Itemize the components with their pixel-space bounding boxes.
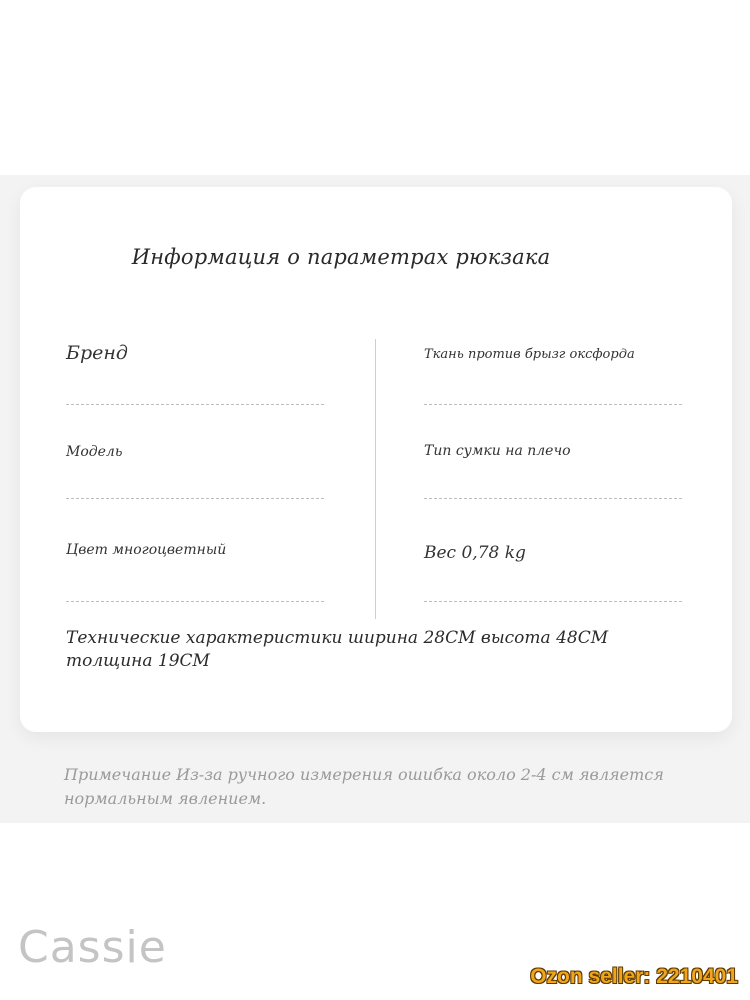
column-divider <box>375 339 376 619</box>
card-title: Информация о параметрах рюкзака <box>131 245 551 269</box>
model-label: Модель <box>66 444 123 460</box>
brand-watermark: Cassie <box>18 922 167 973</box>
bag-type-label: Тип сумки на плечо <box>424 443 571 459</box>
fabric-label: Ткань против брызг оксфорда <box>424 347 635 362</box>
color-label: Цвет многоцветный <box>66 542 227 558</box>
weight-dashed-line <box>424 601 682 602</box>
weight-label: Вес 0,78 kg <box>424 543 526 563</box>
measurement-note: Примечание Из-за ручного измерения ошибка около 2-4 см является нормальным явлением. <box>64 765 664 808</box>
ozon-seller-badge: Ozon seller: 2210401 <box>530 965 738 988</box>
brand-dashed-line <box>66 404 324 405</box>
model-dashed-line <box>66 498 324 499</box>
parameters-card <box>20 187 732 732</box>
brand-label: Бренд <box>66 342 128 364</box>
fabric-dashed-line <box>424 404 682 405</box>
bag-type-dashed-line <box>424 498 682 499</box>
specifications-text: Технические характеристики ширина 28CM высота 48CM толщина 19CM <box>66 628 609 671</box>
color-dashed-line <box>66 601 324 602</box>
